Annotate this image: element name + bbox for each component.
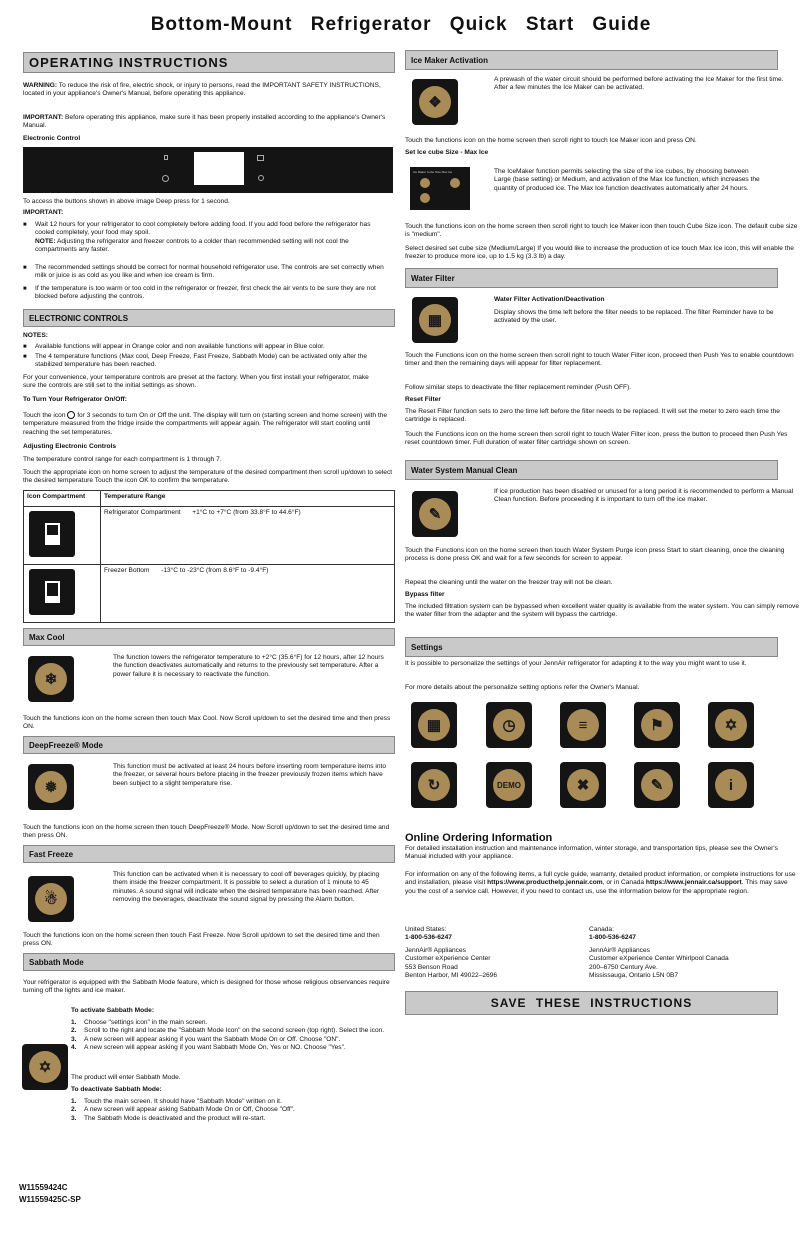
cube-size-icon[interactable]	[420, 178, 430, 188]
panel-settings-icon	[257, 155, 264, 161]
notes-label: NOTES:	[23, 332, 48, 339]
note-label: NOTE:	[35, 237, 56, 245]
access-text: To access the buttons shown in above image Deep press for 1 second.	[23, 198, 230, 205]
water-filter-icon: ▦	[412, 297, 458, 343]
refrigerator-compartment-label: Refrigerator Compartment	[104, 509, 181, 516]
us-phone: 1-800-536-6247	[405, 934, 452, 942]
part-number-1: W11559424C	[19, 1183, 68, 1192]
list-item: 4. A new screen will appear asking if you want Sabbath Mode On, Yes or NO. Choose "Yes".	[71, 1044, 346, 1052]
ice-maker-text: A prewash of the water circuit should be performed before activating the Ice Maker for the first time. After a few minutes the Ice Maker can be activated.	[494, 76, 784, 92]
ordering-text-2a: For information on any of the following items, a full cycle guide, warranty, detailed product information, or complete instructions for use and installation, please visit	[405, 871, 796, 887]
deep-freeze-header: DeepFreeze® Mode	[23, 736, 395, 754]
list-item: 2. A new screen will appear asking Sabbath Mode On or Off, Choose "Off".	[71, 1106, 295, 1114]
fridge-compartment-icon	[29, 511, 75, 557]
list-item: 3. A new screen will appear asking if you want the Sabbath Mode On or Off. Choose "ON".	[71, 1035, 341, 1043]
table-header-temperature-range: Temperature Range	[101, 491, 395, 507]
bullet-wait	[35, 221, 390, 255]
flag-icon: ⚑	[634, 702, 680, 748]
ice-maker-header: Ice Maker Activation	[405, 50, 778, 70]
ca-phone: 1-800-536-6247	[589, 934, 636, 942]
refrigerator-range: +1°C to +7°C (from 33.8°F to 44.6°F)	[192, 509, 301, 516]
bullet-temperature: ■ If the temperature is too warm or too cold in the refrigerator or freezer, first check the air vents to be sure they are not blocked before adjusting the controls.	[35, 285, 390, 302]
panel-fridge-icon	[164, 155, 168, 160]
us-line-4: Benton Harbor, MI 49022–2696	[405, 972, 498, 980]
sabbath-enter-text: The product will enter Sabbath Mode.	[71, 1074, 181, 1081]
thermometer-icon: ≡	[560, 702, 606, 748]
sabbath-header: Sabbath Mode	[23, 953, 395, 971]
ice-cube-panel	[410, 167, 470, 210]
ca-contact	[589, 926, 799, 980]
calendar-icon: ▦	[411, 702, 457, 748]
info-label: i	[715, 769, 747, 801]
ordering-text-2c: . This may save you the cost of a service call. However, if you need to contact us, use the information below for the appropriate region.	[405, 879, 788, 895]
sabbath-intro: Your refrigerator is equipped with the Sabbath Mode feature, which is designed for those whose religious observances require turning off the lights and ice maker.	[23, 979, 390, 995]
table-cell-freezer	[101, 565, 395, 623]
demo-label: DEMO	[493, 769, 525, 801]
ordering-text-2	[405, 871, 800, 896]
ca-line-3: 200–6750 Century Ave.	[589, 963, 658, 971]
table-row	[24, 507, 395, 565]
ordering-text-2b: , or in Canada	[602, 879, 645, 887]
activate-step-4: A new screen will appear asking if you want Sabbath Mode On, Yes or NO. Choose "Yes".	[84, 1044, 346, 1052]
sabbath-icon: ✡	[22, 1044, 68, 1090]
manual-clean-text: If ice production has been disabled or unused for a long period it is recommended to perform a Manual Clean function. Before proceeding it is important to turn off the ice maker.	[494, 488, 794, 504]
manual-clean-touch: Touch the Functions icon on the home screen then touch Water System Purge icon press Start to start cleaning, once the cleaning process is done press OK and wait for a few seconds for screen to appear.	[405, 547, 785, 563]
important-text: Before operating this appliance, make sure it has been properly installed according to the appliance's Owner's Manual.	[23, 114, 386, 130]
max-cool-header: Max Cool	[23, 628, 395, 646]
settings-header: Settings	[405, 637, 778, 657]
water-filter-touch: Touch the Functions icon on the home screen then scroll right to touch Water Filter icon, proceed then Push Yes to enable countdown timer and then the remaining days will appear for filter replacement.	[405, 352, 794, 368]
us-line-1: JennAir® Appliances	[405, 946, 466, 954]
max-cool-touch: Touch the functions icon on the home screen then touch Max Cool. Now Scroll up/down to set the desired time and then press ON.	[23, 715, 391, 731]
electronic-controls-header: ELECTRONIC CONTROLS	[23, 309, 395, 327]
us-line-3: 553 Benson Road	[405, 963, 458, 971]
water-filter-activation-heading: Water Filter Activation/Deactivation	[494, 296, 605, 303]
url-us-link[interactable]: https://www.producthelp.jennair.com	[487, 879, 603, 887]
manual-clean-icon: ✎	[412, 491, 458, 537]
list-item: 1. Choose "settings icon" in the main screen.	[71, 1019, 208, 1026]
manual-clean-repeat: Repeat the cleaning until the water on the freezer tray will not be clean.	[405, 579, 613, 586]
bullet-settings: ■ The recommended settings should be correct for normal household refrigerator use. The controls are set correctly when milk or juice is as cold as you like and when ice cream is firm.	[35, 264, 390, 281]
bypass-filter-heading: Bypass filter	[405, 591, 445, 598]
manual-clean-header: Water System Manual Clean	[405, 460, 778, 480]
deactivate-step-3: The Sabbath Mode is deactivated and the product will re-start.	[84, 1114, 266, 1122]
max-cool-icon: ❄	[28, 656, 74, 702]
fast-freeze-text: This function can be activated when it is necessary to cool off beverages quickly, by placing them inside the freezer compartment. It is possible to select a duration of 1 minute to 45 minutes. A sound signal will indicate when the desired temperature has been reached. After removing the beverages, deactivate the sound signal by pressing the Alarm button.	[113, 871, 380, 904]
warning-text: To reduce the risk of fire, electric shock, or injury to persons, read the IMPORTANT SAFETY INSTRUCTIONS, located in your appliance's Owner's Manual, before operating this appliance.	[23, 82, 381, 98]
ordering-text-1: For detailed installation instruction and maintenance information, winter storage, and transportation tips, please see the Owner's Manual included with your appliance.	[405, 845, 778, 861]
max-ice-icon[interactable]	[450, 178, 460, 188]
operating-instructions-header: OPERATING INSTRUCTIONS	[23, 52, 395, 73]
ice-cube-size-heading: Set Ice cube Size - Max Ice	[405, 149, 489, 156]
ice-cube-text: The IceMaker function permits selecting the size of the ice cubes, by choosing between Large (base setting) or Medium, and activation of the Max Ice function, which increases the quantity of produced ice. The Max Ice function deactivates automatically after 24 hours.	[494, 168, 760, 192]
range-text: The temperature control range for each compartment is 1 through 7.	[23, 456, 222, 463]
settings-more: For more details about the personalize setting options refer the Owner's Manual.	[405, 684, 640, 691]
page-title: Bottom-Mount Refrigerator Quick Start Guide	[150, 14, 652, 35]
ice-maker-icon: ❖	[412, 79, 458, 125]
list-item: 2. Scroll to the right and locate the "Sabbath Mode Icon" on the second screen (top right). Select the icon.	[71, 1027, 385, 1035]
panel-power-icon	[162, 175, 169, 182]
ca-line-2: Customer eXperience Center Whirlpool Canada	[589, 955, 729, 963]
info-icon	[708, 762, 754, 808]
save-instructions-banner: SAVE THESE INSTRUCTIONS	[405, 991, 778, 1015]
sabbath-deactivate-steps	[71, 1098, 395, 1123]
ice-cube-select: Select desired set cube size (Medium/Large) If you would like to increase the production of ice touch Max Ice icon, this will enable the freezer to produce more ice, up to 1.5 kg (3.3 lb) a day.	[405, 245, 794, 261]
temperature-table	[23, 490, 395, 623]
turn-text-1: Touch the icon	[23, 411, 66, 419]
deactivate-step-2: A new screen will appear asking Sabbath Mode On or Off, Choose "Off".	[84, 1106, 295, 1114]
fast-freeze-icon: ☃	[28, 876, 74, 922]
ca-line-1: JennAir® Appliances	[589, 946, 650, 954]
fast-freeze-header: Fast Freeze	[23, 845, 395, 863]
sabbath-activate-steps	[71, 1019, 395, 1053]
reset-filter-touch: Touch the Functions icon on the home screen then scroll right to touch Water Filter icon, press the button to proceed then Push Yes reset countdown timer. Full duration of water filter cartridge shown on screen.	[405, 431, 788, 447]
menorah-icon: ✡	[708, 702, 754, 748]
part-numbers	[19, 1182, 81, 1206]
water-filter-header: Water Filter	[405, 268, 778, 288]
max-cool-text: The function lowers the refrigerator temperature to +2°C (35.6°F) for 12 hours, after 12 hours the function deactivates automatically and returns to the previously set temperature. After a power failure it is necessary to reactivate the function.	[113, 654, 384, 678]
note-colors: ■ Available functions will appear in Orange color and non available functions will appear in Blue color.	[35, 343, 395, 351]
list-item: 3. The Sabbath Mode is deactivated and the product will re-start.	[71, 1114, 266, 1122]
freezer-range: -13°C to -23°C (from 8.6°F to -9.4°F)	[161, 567, 269, 574]
freezer-compartment-label: Freezer Bottom	[104, 567, 150, 574]
reset-icon: ↻	[411, 762, 457, 808]
table-cell-refrigerator	[101, 507, 395, 565]
deep-freeze-touch: Touch the functions icon on the home screen then touch DeepFreeze® Mode. Now Scroll up/down to set the desired time and then press ON.	[23, 824, 390, 840]
power-icon	[67, 411, 75, 419]
warning-paragraph	[23, 82, 393, 99]
deep-freeze-icon: ❅	[28, 764, 74, 810]
online-ordering-heading: Online Ordering Information	[405, 832, 553, 844]
ca-label: Canada:	[589, 926, 614, 933]
important-paragraph	[23, 114, 393, 131]
turn-on-off-text	[23, 411, 388, 437]
ice-cube-touch: Touch the functions icon on the home screen then scroll right to touch Ice Maker icon then touch Cube Size icon. The default cube size is "medium".	[405, 223, 798, 239]
deep-freeze-text: This function must be activated at least 24 hours before inserting room temperature items into the freezer, or several hours before placing in the freezer previously frozen items which have been subject to a slight temperature rise.	[113, 763, 387, 787]
clock-icon: ◷	[486, 702, 532, 748]
wrench-icon: ✎	[634, 762, 680, 808]
activate-step-3: A new screen will appear asking if you want the Sabbath Mode On or Off. Choose "ON".	[84, 1035, 341, 1043]
reset-filter-heading: Reset Filter	[405, 396, 441, 403]
note-text: Adjusting the refrigerator and freezer controls to a colder than recommended setting will not cool the compartments any faster.	[35, 237, 349, 254]
turn-on-off-heading: To Turn Your Refrigerator On/Off:	[23, 396, 127, 403]
freezer-compartment-icon	[29, 569, 75, 615]
ca-line-4: Mississauga, Ontario L5N 0B7	[589, 972, 679, 980]
fast-freeze-touch: Touch the functions icon on the home screen then touch Fast Freeze. Now Scroll up/down to set the desired time and then press ON.	[23, 932, 380, 948]
activate-step-1: Choose "settings icon" in the main screen.	[84, 1019, 208, 1026]
table-header-icon-compartment: Icon Compartment	[24, 491, 101, 507]
ice-cube-panel-title: Ice Maker Cube Size Max Ice	[413, 170, 453, 174]
table-row	[24, 565, 395, 623]
important-label: IMPORTANT:	[23, 114, 64, 121]
touch-adjust-text: Touch the appropriate icon on home screen to adjust the temperature of the desired compartment then scroll up/down to select the desired temperature Touch the icon OK to confirm the temperature.	[23, 469, 393, 485]
settings-text: It is possible to personalize the settings of your JennAir refrigerator for adapting it to the way you might want to use it.	[405, 660, 747, 667]
demo-icon	[486, 762, 532, 808]
activate-step-2: Scroll to the right and locate the "Sabbath Mode Icon" on the second screen (top right). Select the icon.	[84, 1027, 385, 1035]
tools-icon: ✖	[560, 762, 606, 808]
bypass-filter-text: The included filtration system can be bypassed when excellent water quality is available from the water system. You can simply remove the water filter from the adapter and the system will bypass the cartridge.	[405, 603, 799, 619]
bullet-wait-text: Wait 12 hours for your refrigerator to cool completely before adding food. If you add food before the refrigerator has cooled completely, your food may spoil.	[35, 221, 371, 237]
ice-on-icon[interactable]	[420, 193, 430, 203]
electronic-control-heading: Electronic Control	[23, 135, 81, 142]
note-functions: ■ The 4 temperature functions (Max cool, Deep Freeze, Fast Freeze, Sabbath Mode) can be activated only after the stabilized temperature has been reached.	[35, 353, 390, 370]
us-label: United States:	[405, 926, 447, 933]
part-number-2: W11559425C-SP	[19, 1195, 81, 1204]
turn-text-2: for 3 seconds to turn On or Off the unit. The display will turn on (starting screen and home screen) with the temperature measured from the fridge inside the compartments will appear again. The refrigerator will start cooling until reaching the set temperatures.	[23, 411, 388, 436]
control-panel-image	[23, 147, 393, 193]
url-ca-link[interactable]: https://www.jennair.ca/support	[645, 879, 742, 887]
ice-maker-touch: Touch the functions icon on the home screen then scroll right to touch Ice Maker icon and press ON.	[405, 137, 697, 144]
important2-label: IMPORTANT:	[23, 209, 64, 216]
deactivate-step-1: Touch the main screen. It should have "Sabbath Mode" written on it.	[84, 1098, 282, 1105]
warning-label: WARNING:	[23, 82, 58, 89]
water-filter-text: Display shows the time left before the filter needs to be replaced. The filter Reminder have to be activated by the user.	[494, 309, 774, 325]
reset-filter-text: The Reset Filter function sets to zero the time left before the filter needs to be replaced. It will set the meter to zero each time the cartridge is replaced.	[405, 408, 780, 424]
convenience-text: For your convenience, your temperature controls are preset at the factory. When you first install your refrigerator, make sure the controls are still set to the initial settings as shown.	[23, 374, 369, 390]
panel-display	[194, 152, 244, 185]
us-contact	[405, 926, 585, 980]
panel-ok-icon	[258, 175, 264, 181]
list-item: 1. Touch the main screen. It should have "Sabbath Mode" written on it.	[71, 1098, 282, 1105]
sabbath-deactivate-heading: To deactivate Sabbath Mode:	[71, 1086, 162, 1093]
us-line-2: Customer eXperience Center	[405, 955, 491, 963]
sabbath-activate-heading: To activate Sabbath Mode:	[71, 1007, 155, 1014]
water-filter-follow: Follow similar steps to deactivate the filter replacement reminder (Push OFF).	[405, 384, 632, 391]
adjusting-heading: Adjusting Electronic Controls	[23, 443, 117, 450]
